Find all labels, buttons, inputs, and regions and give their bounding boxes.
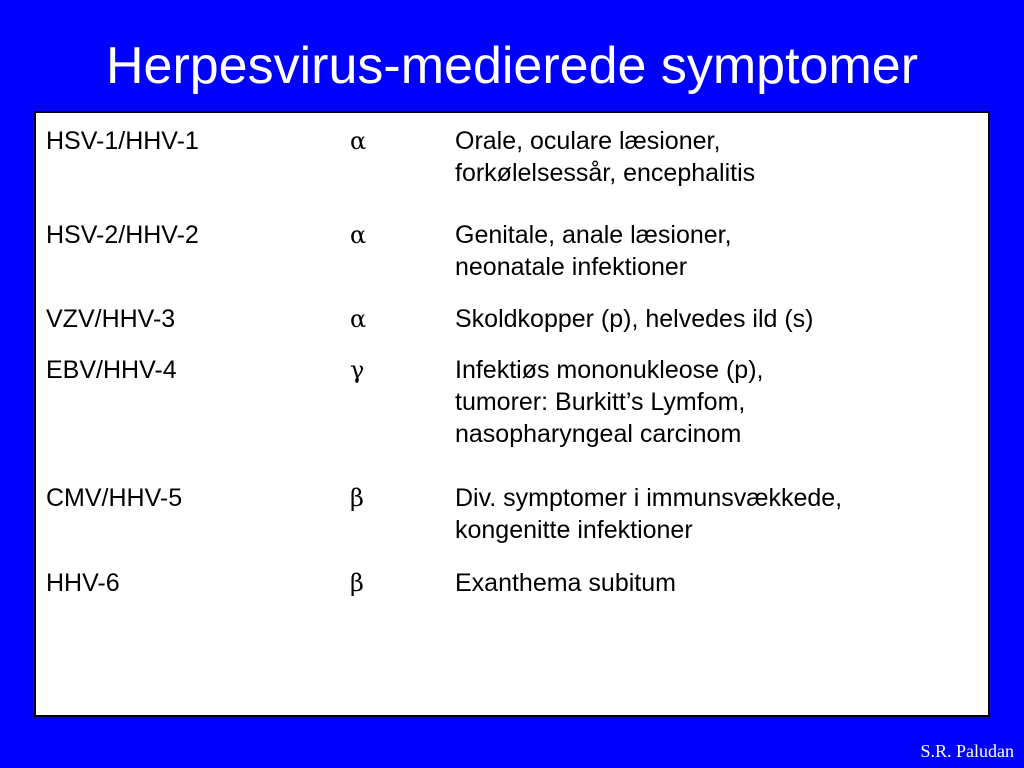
virus-subfamily: α bbox=[350, 221, 367, 249]
virus-symptoms bbox=[455, 303, 985, 335]
symptom-line: Skoldkopper (p), helvedes ild (s) bbox=[455, 305, 814, 333]
virus-symptoms bbox=[455, 354, 985, 450]
symptom-line: neonatale infektioner bbox=[455, 253, 688, 281]
virus-name: HHV-6 bbox=[46, 569, 120, 597]
virus-name: CMV/HHV-5 bbox=[46, 484, 183, 512]
virus-symptoms bbox=[455, 219, 985, 283]
symptom-line: Div. symptomer i immunsvækkede, bbox=[455, 484, 843, 512]
slide-title: Herpesvirus-medierede symptomer bbox=[105, 37, 919, 95]
symptom-line: tumorer: Burkitt’s Lymfom, bbox=[455, 388, 746, 416]
virus-table bbox=[34, 111, 990, 717]
virus-symptoms bbox=[455, 125, 985, 189]
virus-name: HSV-1/HHV-1 bbox=[46, 127, 199, 155]
virus-subfamily: γ bbox=[350, 356, 365, 384]
virus-symptoms bbox=[455, 567, 985, 599]
virus-subfamily: α bbox=[350, 127, 367, 155]
symptom-line: Infektiøs mononukleose (p), bbox=[455, 356, 764, 384]
symptom-line: Orale, oculare læsioner, bbox=[455, 127, 721, 155]
symptom-line: Genitale, anale læsioner, bbox=[455, 221, 732, 249]
symptom-line: nasopharyngeal carcinom bbox=[455, 420, 742, 448]
virus-name: HSV-2/HHV-2 bbox=[46, 221, 199, 249]
virus-name: EBV/HHV-4 bbox=[46, 356, 177, 384]
symptom-line: forkølelsessår, encephalitis bbox=[455, 159, 756, 187]
virus-symptoms bbox=[455, 482, 985, 546]
symptom-line: Exanthema subitum bbox=[455, 569, 676, 597]
virus-subfamily: β bbox=[350, 484, 364, 512]
author-credit: S.R. Paludan bbox=[920, 741, 1014, 761]
virus-subfamily: α bbox=[350, 305, 367, 333]
symptom-line: kongenitte infektioner bbox=[455, 516, 693, 544]
virus-name: VZV/HHV-3 bbox=[46, 305, 176, 333]
virus-subfamily: β bbox=[350, 569, 364, 597]
